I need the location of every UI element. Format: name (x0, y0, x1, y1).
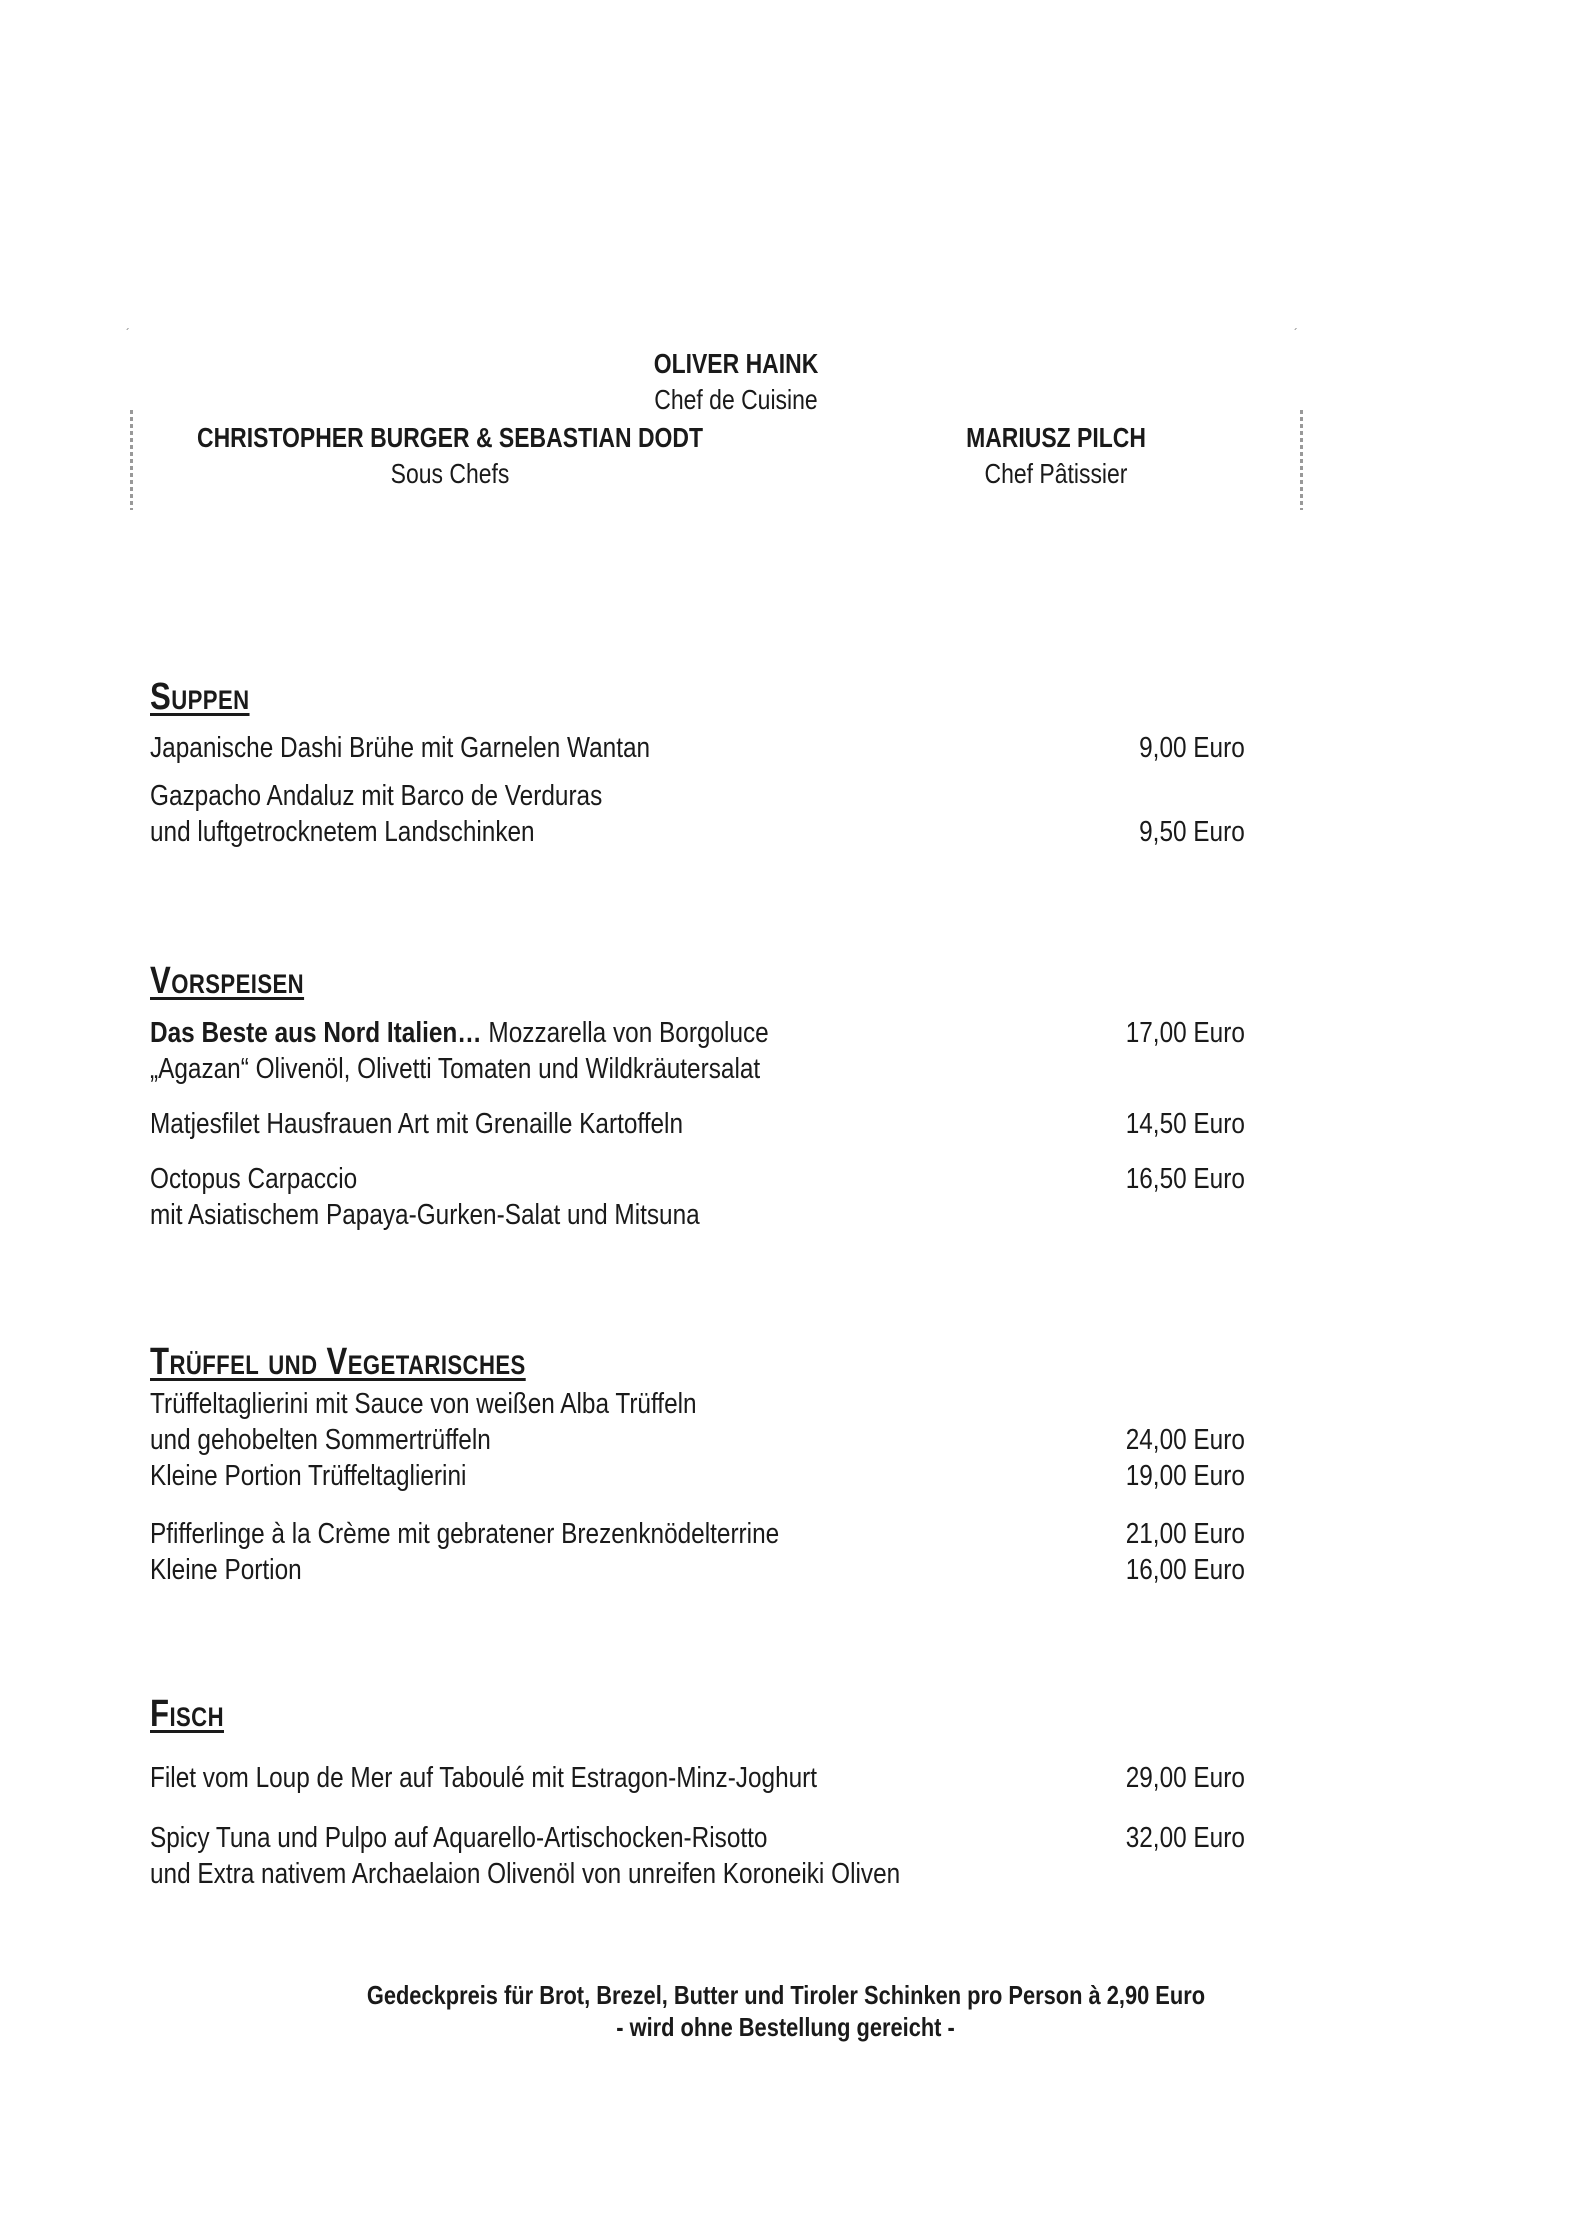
dish-price: 29,00 Euro (1125, 1762, 1245, 1794)
dish-price: 14,50 Euro (1125, 1108, 1245, 1140)
dish-price: 19,00 Euro (1125, 1460, 1245, 1492)
dish-price: 32,00 Euro (1125, 1822, 1245, 1854)
dish-price: 9,50 Euro (1139, 816, 1245, 848)
dish-line: und gehobelten Sommertrüffeln (150, 1424, 491, 1456)
patissier-name: MARIUSZ PILCH (966, 422, 1146, 453)
dish-price: 21,00 Euro (1125, 1518, 1245, 1550)
section-title-vorspeisen: Vorspeisen (150, 960, 305, 1002)
patissier-role: Chef Pâtissier (984, 458, 1128, 489)
cover-charge-subnote (0, 2012, 1571, 2043)
section-title-fisch: Fisch (150, 1693, 224, 1735)
corner-mark-left: ´ (126, 326, 130, 340)
dish-line: und luftgetrocknetem Landschinken (150, 816, 535, 848)
dish-line: Japanische Dashi Brühe mit Garnelen Wantan (150, 732, 651, 764)
dish-line: Trüffeltaglierini mit Sauce von weißen Alba Trüffeln (150, 1388, 697, 1420)
dish-line: Spicy Tuna und Pulpo auf Aquarello-Artischocken-Risotto (150, 1822, 768, 1854)
dish-price: 9,00 Euro (1139, 732, 1245, 764)
dish-line: Octopus Carpaccio (150, 1163, 358, 1195)
corner-mark-right: ´ (1294, 326, 1298, 340)
cover-charge-subtext: - wird ohne Bestellung gereicht - (616, 2012, 955, 2042)
dish-line: Matjesfilet Hausfrauen Art mit Grenaille Kartoffeln (150, 1108, 684, 1140)
dish-line: und Extra nativem Archaelaion Olivenöl von unreifen Koroneiki Oliven (150, 1858, 901, 1890)
dish-price: 24,00 Euro (1125, 1424, 1245, 1456)
head-chef-role: Chef de Cuisine (654, 384, 818, 415)
cover-charge-text: Gedeckpreis für Brot, Brezel, Butter und Tiroler Schinken pro Person à 2,90 Euro (366, 1980, 1205, 2010)
dish-price: 16,00 Euro (1125, 1554, 1245, 1586)
dish-line: Gazpacho Andaluz mit Barco de Verduras (150, 780, 603, 812)
edge-mark-left (130, 410, 133, 510)
dish-line: Pfifferlinge à la Crème mit gebratener Brezenknödelterrine (150, 1518, 780, 1550)
dish-line: Kleine Portion Trüffeltaglierini (150, 1460, 467, 1492)
dish-line: Filet vom Loup de Mer auf Taboulé mit Estragon-Minz-Joghurt (150, 1762, 818, 1794)
section-title-suppen: Suppen (150, 676, 250, 718)
dish-price: 17,00 Euro (1125, 1017, 1245, 1049)
sous-chefs-role: Sous Chefs (390, 458, 510, 489)
dish-line (150, 1017, 769, 1050)
edge-mark-right (1300, 410, 1303, 510)
head-chef-name: OLIVER HAINK (653, 348, 819, 379)
section-title-trueffel: Trüffel und Vegetarisches (150, 1341, 526, 1383)
sous-chefs-name: CHRISTOPHER BURGER & SEBASTIAN DODT (196, 422, 704, 453)
dish-line: Kleine Portion (150, 1554, 302, 1586)
dish-line-rest: Mozzarella von Borgoluce (481, 1017, 769, 1049)
dish-line: mit Asiatischem Papaya-Gurken-Salat und Mitsuna (150, 1199, 700, 1231)
cover-charge-note (0, 1980, 1571, 2011)
dish-line: „Agazan“ Olivenöl, Olivetti Tomaten und Wildkräutersalat (150, 1053, 761, 1085)
dish-highlight: Das Beste aus Nord Italien… (150, 1017, 482, 1049)
dish-price: 16,50 Euro (1125, 1163, 1245, 1195)
